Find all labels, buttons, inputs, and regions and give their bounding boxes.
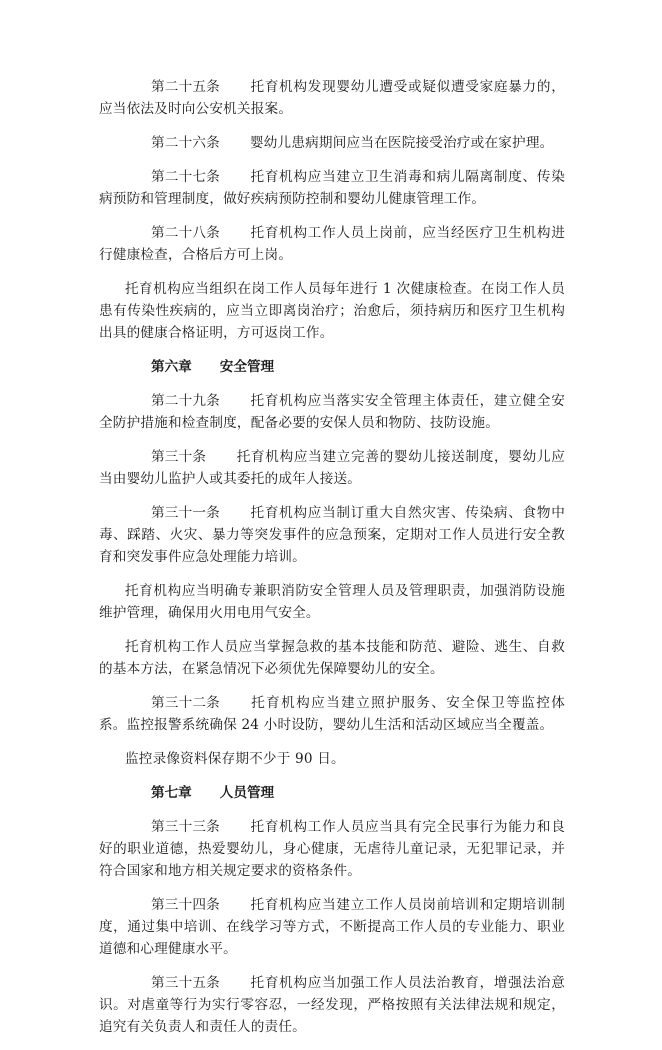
paragraph-text: 监控录像资料保存期不少于 90 日。 <box>125 751 345 767</box>
article-text: 托育机构发现婴幼儿遭受或疑似遭受家庭暴力的，应当依法及时向公安机关报案。 <box>99 79 565 117</box>
article-34 <box>99 894 565 960</box>
article-29 <box>99 390 565 434</box>
document-page <box>99 76 565 1050</box>
article-text: 托育机构应当落实安全管理主体责任，建立健全安全防护措施和检查制度，配备必要的安保人员和物防、技防设施。 <box>99 393 565 431</box>
article-number: 第三十三条 <box>151 819 220 835</box>
article-28 <box>99 222 565 266</box>
chapter-7-heading <box>99 782 565 804</box>
article-number: 第三十一条 <box>151 505 220 521</box>
article-26 <box>99 132 565 154</box>
article-32 <box>99 692 565 736</box>
chapter-6-heading <box>99 356 565 378</box>
article-31 <box>99 502 565 568</box>
article-text: 托育机构应当建立卫生消毒和病儿隔离制度、传染病预防和管理制度，做好疾病预防控制和婴幼儿健康管理工作。 <box>99 169 565 207</box>
chapter-number: 第六章 <box>151 359 192 375</box>
article-number: 第三十条 <box>151 449 207 465</box>
article-text: 托育机构工作人员上岗前，应当经医疗卫生机构进行健康检查，合格后方可上岗。 <box>99 225 565 263</box>
article-30 <box>99 446 565 490</box>
article-number: 第二十八条 <box>151 225 220 241</box>
article-text: 托育机构应当制订重大自然灾害、传染病、食物中毒、踩踏、火灾、暴力等突发事件的应急预案，定期对工作人员进行安全教育和突发事件应急处理能力培训。 <box>99 505 565 565</box>
article-28-continued <box>99 278 565 344</box>
chapter-title: 人员管理 <box>219 785 275 801</box>
article-text: 托育机构应当建立工作人员岗前培训和定期培训制度，通过集中培训、在线学习等方式，不断提高工作人员的专业能力、职业道德和心理健康水平。 <box>99 897 565 957</box>
article-number: 第二十五条 <box>151 79 220 95</box>
article-number: 第二十九条 <box>151 393 220 409</box>
article-text: 托育机构应当加强工作人员法治教育，增强法治意识。对虐童等行为实行零容忍，一经发现，严格按照有关法律法规和规定，追究有关负责人和责任人的责任。 <box>99 975 565 1035</box>
article-35 <box>99 972 565 1038</box>
article-25 <box>99 76 565 120</box>
article-number: 第二十七条 <box>151 169 220 185</box>
paragraph-text: 托育机构应当明确专兼职消防安全管理人员及管理职责，加强消防设施维护管理，确保用火用电用气安全。 <box>99 583 565 621</box>
article-31-continued-2 <box>99 636 565 680</box>
article-number: 第三十二条 <box>151 695 220 711</box>
article-text: 托育机构工作人员应当具有完全民事行为能力和良好的职业道德，热爱婴幼儿，身心健康，无虐待儿童记录，无犯罪记录，并符合国家和地方相关规定要求的资格条件。 <box>99 819 565 879</box>
article-27 <box>99 166 565 210</box>
article-number: 第三十四条 <box>151 897 220 913</box>
article-32-continued <box>99 748 565 770</box>
paragraph-text: 托育机构应当组织在岗工作人员每年进行 1 次健康检查。在岗工作人员患有传染性疾病的，应当立即离岗治疗；治愈后，须持病历和医疗卫生机构出具的健康合格证明，方可返岗工作。 <box>99 281 565 341</box>
article-text: 婴幼儿患病期间应当在医院接受治疗或在家护理。 <box>249 135 554 151</box>
article-number: 第三十五条 <box>151 975 220 991</box>
article-text: 托育机构应当建立完善的婴幼儿接送制度，婴幼儿应当由婴幼儿监护人或其委托的成年人接送。 <box>99 449 565 487</box>
article-33 <box>99 816 565 882</box>
chapter-number: 第七章 <box>151 785 192 801</box>
article-text: 托育机构应当建立照护服务、安全保卫等监控体系。监控报警系统确保 24 小时设防，婴幼儿生活和活动区域应当全覆盖。 <box>99 695 565 733</box>
chapter-title: 安全管理 <box>219 359 275 375</box>
paragraph-text: 托育机构工作人员应当掌握急救的基本技能和防范、避险、逃生、自救的基本方法，在紧急情况下必须优先保障婴幼儿的安全。 <box>99 639 565 677</box>
article-number: 第二十六条 <box>151 135 220 151</box>
article-31-continued-1 <box>99 580 565 624</box>
